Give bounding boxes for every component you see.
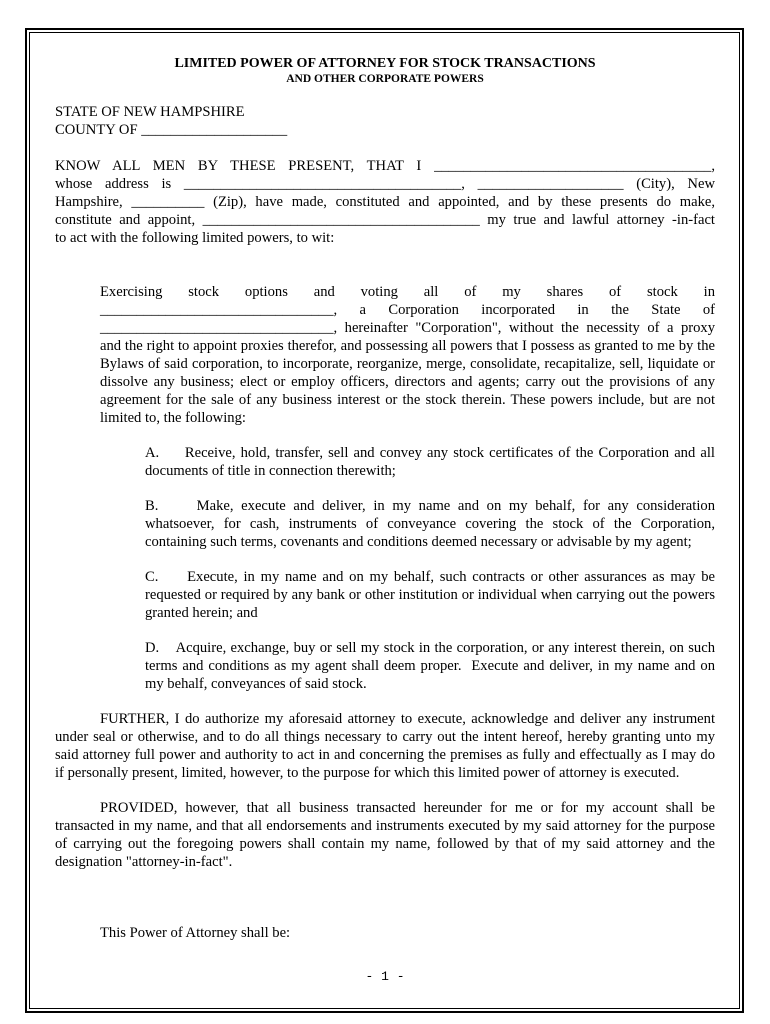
document-title: LIMITED POWER OF ATTORNEY FOR STOCK TRANSACTIONS [174,56,596,71]
page-number: - 1 - [365,969,405,984]
further-paragraph: FURTHER, I do authorize my aforesaid attorney to execute, acknowledge and deliver any instrument under seal or otherwise, and to do all things necessary to carry out the intent hereof, hereby granting unto my said attorney full power and authority to act in and concerning the premises as fully and effectually as I may do if personally present, limited, however, to the purpose for which this limited power of attorney is executed. [55,711,715,781]
document-body [55,56,715,942]
list-item-a: A. Receive, hold, transfer, sell and convey any stock certificates of the Corporation and all documents of title in connection therewith; [145,445,715,479]
know-line-4: constitute and appoint, ______________________________________ my true and lawful attorney -in-fact [55,212,715,228]
provided-paragraph: PROVIDED, however, that all business transacted hereunder for me or for my account shall be transacted in my name, and that all endorsements and instruments executed by my said attorney for the purpose of carrying out the foregoing powers shall contain my name, followed by that of my said attorney and the designation "attorney-in-fact". [55,800,715,870]
know-line-2: whose address is ______________________________________, ____________________ (City), New [55,176,715,192]
exercising-line-2: ________________________________, a Corporation incorporated in the State of [100,302,715,318]
know-line-3: Hampshire, __________ (Zip), have made, constituted and appointed, and by these presents do make, [55,194,715,210]
list-item-d: D. Acquire, exchange, buy or sell my stock in the corporation, or any interest therein, on such terms and conditions as my agent shall deem proper. Execute and deliver, in my name and on my behalf, conveyances of said stock. [145,640,715,692]
exercising-line-3: ________________________________, hereinafter "Corporation", without the necessity of a proxy [100,320,715,336]
powers-list [55,444,715,693]
list-item-b: B. Make, execute and deliver, in my name and on my behalf, for any consideration whatsoever, for cash, instruments of conveyance covering the stock of the Corporation, containing such terms, covenants and conditions deemed necessary or advisable by my agent; [145,498,715,550]
exercising-line-1: Exercising stock options and voting all of my shares of stock in [100,284,715,300]
exercising-paragraph [55,283,715,427]
state-line: STATE OF NEW HAMPSHIRE [55,104,245,120]
list-item-c: C. Execute, in my name and on my behalf, such contracts or other assurances as may be requested or required by any bank or other institution or individual when carrying out the powers granted herein; and [145,569,715,621]
know-line-5: to act with the following limited powers, to wit: [55,230,335,246]
document-subtitle: AND OTHER CORPORATE POWERS [286,73,484,85]
exercising-rest: and the right to appoint proxies therefor, and possessing all powers that I possess as granted to me by the Bylaws of said corporation, to incorporate, reorganize, merge, consolidate, recapitalize, sell, liquidate or dissolve any business; elect or employ officers, directors and agents; carry out the provisions of any agreement for the sale of any business interest or the stock therein. These powers include, but are not limited to, the following: [100,338,715,426]
know-all-men-paragraph [55,157,715,247]
county-line: COUNTY OF ____________________ [55,122,288,138]
this-poa-line: This Power of Attorney shall be: [100,925,291,941]
know-line-1: KNOW ALL MEN BY THESE PRESENT, THAT I ______________________________________, [55,158,715,174]
